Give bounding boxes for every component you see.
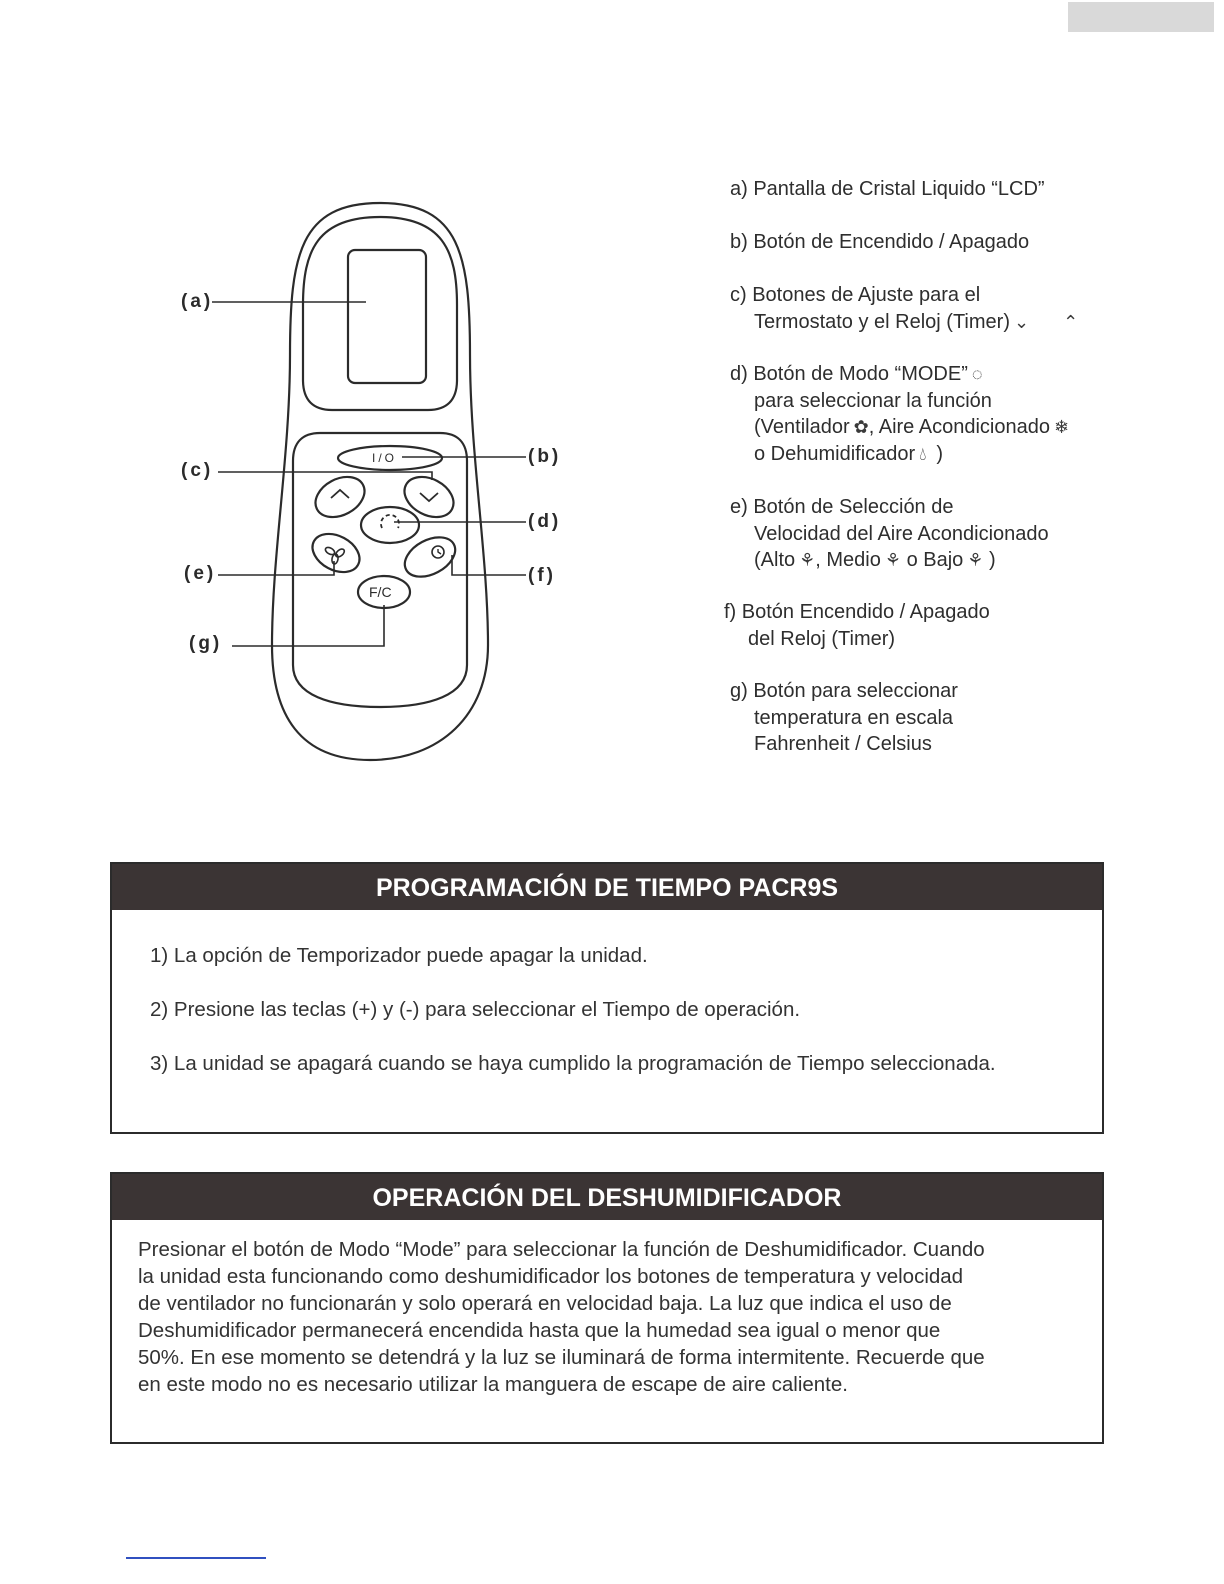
remote-control-diagram [170,195,570,765]
chevron-down-icon: ⌄ [1013,311,1030,332]
dehumidifier-operation-section [110,1172,1104,1444]
legend-item-c: c) Botones de Ajuste para el Termostato y el Reloj (Timer) ⌄ ⌃ [730,282,1150,335]
droplet-icon: 💧︎ [919,443,927,464]
down-button-shape [398,469,461,525]
timer-steps-list [150,944,996,1106]
legend-item-f: f) Botón Encendido / Apagado del Reloj (Timer) [724,601,990,650]
fan-high-icon: ⚘ [799,550,816,570]
list-item: 1) La opción de Temporizador puede apagar la unidad. [150,944,648,967]
fan-icon: ✿ [853,417,869,437]
remote-control-illustration [170,195,570,765]
list-item: 2) Presione las teclas (+) y (-) para seleccionar el Tiempo de operación. [150,998,801,1021]
callout-a: (a) [181,291,214,312]
page-corner-tab [1068,2,1214,32]
fan-low-icon: ⚘ [967,550,984,570]
leader-g [232,605,384,646]
legend-item-b: b) Botón de Encendido / Apagado [730,231,1030,253]
mode-icon: ◌ [971,364,983,384]
fan-icon [324,546,346,565]
legend-item-d: d) Botón de Modo “MODE” ◌ para seleccionar la función (Ventilador ✿, Aire Acondicionado ❄ o Dehumidificador 💧︎ ) [730,361,1150,467]
legend-item-g: g) Botón para seleccionar temperatura en escala Fahrenheit / Celsius [730,680,958,755]
callout-d: (d) [528,511,562,532]
snowflake-icon: ❄ [1053,417,1070,437]
power-button-label: I/O [372,451,398,465]
screen-frame [303,217,457,410]
lcd-screen-icon [348,250,426,383]
fc-button-label: F/C [369,584,392,600]
callout-g: (g) [189,633,223,654]
leader-c [218,472,432,480]
fan-medium-icon: ⚘ [884,550,901,570]
dehumidifier-section-title: OPERACIÓN DEL DESHUMIDIFICADOR [112,1174,1102,1220]
timer-section-title: PROGRAMACIÓN DE TIEMPO PACR9S [112,864,1102,910]
legend-item-a: a) Pantalla de Cristal Liquido “LCD” [730,178,1045,200]
callout-c: (c) [181,460,214,481]
legend-item-e: e) Botón de Selección de Velocidad del Aire Acondicionado (Alto ⚘, Medio ⚘ o Bajo ⚘ ) [730,494,1150,574]
footer-divider [126,1557,266,1559]
list-item: 3) La unidad se apagará cuando se haya cumplido la programación de Tiempo seleccionada. [150,1052,996,1075]
leader-f [452,555,526,575]
callout-f: (f) [528,565,556,586]
dehumidifier-paragraph: Presionar el botón de Modo “Mode” para seleccionar la función de Deshumidificador. Cuando la unidad esta funcionando como deshumidificador los botones de temperatura y velocidad de ventilador no funcionarán y solo operará en velocidad baja. La luz que indica el uso de Deshumidificador permanecerá encendida hasta que la humedad sea igual o menor que 50%. En ese momento se detendrá y la luz se iluminará de forma intermitente. Recuerde que en este modo no es necesario utilizar la manguera de escape de aire caliente. [138,1238,985,1396]
callout-b: (b) [528,446,562,467]
up-button-shape [309,469,372,525]
timer-programming-section [110,862,1104,1134]
mode-button-shape [361,507,419,543]
callout-e: (e) [184,563,217,584]
chevron-up-icon: ⌃ [1063,311,1079,332]
